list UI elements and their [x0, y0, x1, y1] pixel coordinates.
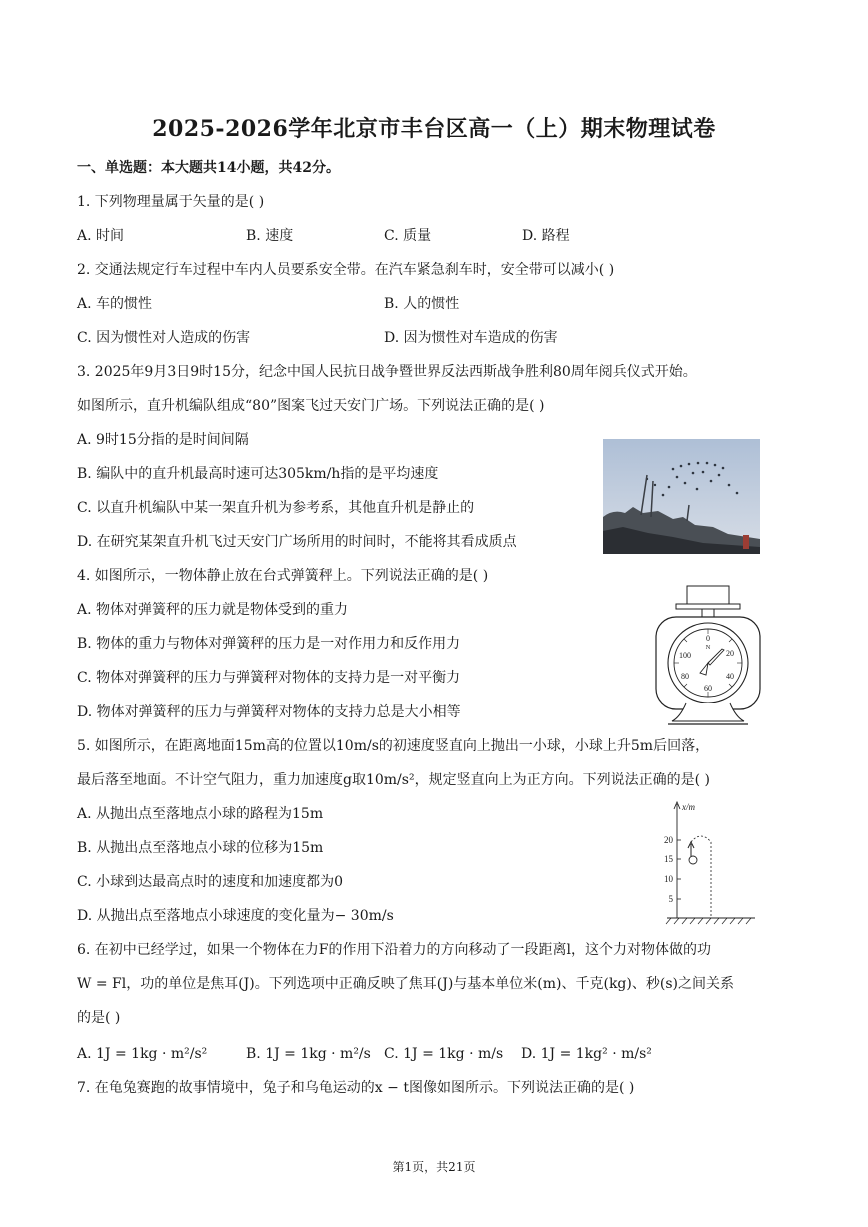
q5-option-c: C. 小球到达最高点时的速度和加速度都为0 — [77, 874, 344, 890]
q5-stem-line2: 最后落至地面。不计空气阻力，重力加速度g取10m/s²，规定竖直向上为正方向。下列说法正确的是( ) — [77, 772, 710, 788]
q6-option-a: A. 1J = 1kg · m²/s² — [77, 1046, 208, 1062]
spring-scale-figure — [650, 583, 765, 729]
x-axis-label: x/m — [682, 802, 695, 812]
exam-title: 2025-2026学年北京市丰台区高一（上）期末物理试卷 — [152, 116, 716, 142]
q6-option-d: D. 1J = 1kg² · m/s² — [521, 1046, 652, 1062]
scale-label-60: 60 — [704, 684, 712, 693]
q6-stem-line1: 6. 在初中已经学过，如果一个物体在力F的作用下沿着力的方向移动了一段距离l，这个力对物体做的功 — [77, 942, 711, 958]
helicopter-formation-photo — [603, 439, 760, 554]
q3-option-d: D. 在研究某架直升机飞过天安门广场所用的时间时，不能将其看成质点 — [77, 534, 517, 550]
q2-option-c: C. 因为惯性对人造成的伤害 — [77, 330, 251, 346]
q1-option-b: B. 速度 — [246, 228, 294, 244]
tick-20: 20 — [664, 835, 673, 845]
tick-15: 15 — [664, 854, 673, 864]
ball-trajectory — [691, 836, 711, 918]
q3-option-b: B. 编队中的直升机最高时速可达305km/h指的是平均速度 — [77, 466, 439, 482]
q4-option-c: C. 物体对弹簧秤的压力与弹簧秤对物体的支持力是一对平衡力 — [77, 670, 461, 686]
q3-stem-line2: 如图所示，直升机编队组成“80”图案飞过天安门广场。下列说法正确的是( ) — [77, 398, 545, 414]
q5-option-b: B. 从抛出点至落地点小球的位移为15m — [77, 840, 324, 856]
q1-option-c: C. 质量 — [384, 228, 432, 244]
q6-stem-line3: 的是( ) — [77, 1010, 121, 1026]
q4-option-a: A. 物体对弹簧秤的压力就是物体受到的重力 — [77, 602, 349, 618]
ball — [689, 856, 697, 864]
q2-option-b: B. 人的惯性 — [384, 296, 460, 312]
q4-stem: 4. 如图所示，一物体静止放在台式弹簧秤上。下列说法正确的是( ) — [77, 568, 489, 584]
q4-option-b: B. 物体的重力与物体对弹簧秤的压力是一对作用力和反作用力 — [77, 636, 461, 652]
q6-option-b: B. 1J = 1kg · m²/s — [246, 1046, 371, 1062]
q2-stem: 2. 交通法规定行车过程中车内人员要系安全带。在汽车紧急刹车时，安全带可以减小( ) — [77, 262, 615, 278]
q7-stem: 7. 在龟兔赛跑的故事情境中，兔子和乌龟运动的x − t图像如图所示。下列说法正确的是( ) — [77, 1080, 635, 1096]
q3-stem-line1: 3. 2025年9月3日9时15分，纪念中国人民抗日战争暨世界反法西斯战争胜利80周年阅兵仪式开始。 — [77, 364, 697, 380]
q5-option-d: D. 从抛出点至落地点小球速度的变化量为− 30m/s — [77, 908, 394, 924]
scale-label-40: 40 — [726, 672, 734, 681]
q1-stem: 1. 下列物理量属于矢量的是( ) — [77, 194, 265, 210]
vertical-throw-figure — [655, 800, 765, 928]
q1-option-a: A. 时间 — [77, 228, 125, 244]
scale-label-20: 20 — [726, 649, 734, 658]
scale-label-80: 80 — [681, 672, 689, 681]
q6-stem-line2: W = Fl，功的单位是焦耳(J)。下列选项中正确反映了焦耳(J)与基本单位米(m)、千克(kg)、秒(s)之间关系 — [77, 976, 734, 992]
q3-option-a: A. 9时15分指的是时间间隔 — [77, 432, 249, 448]
q2-option-d: D. 因为惯性对车造成的伤害 — [384, 330, 558, 346]
page-footer: 第1页，共21页 — [392, 1160, 476, 1174]
q5-option-a: A. 从抛出点至落地点小球的路程为15m — [77, 806, 324, 822]
scale-label-100: 100 — [679, 651, 691, 660]
q1-option-d: D. 路程 — [522, 228, 570, 244]
tick-10: 10 — [664, 874, 673, 884]
q6-option-c: C. 1J = 1kg · m/s — [384, 1046, 504, 1062]
section-heading: 一、单选题：本大题共14小题，共42分。 — [77, 160, 340, 176]
scale-label-0: 0 — [706, 634, 710, 643]
q5-stem-line1: 5. 如图所示，在距离地面15m高的位置以10m/s的初速度竖直向上抛出一小球，小球上升5m后回落， — [77, 738, 710, 754]
q4-option-d: D. 物体对弹簧秤的压力与弹簧秤对物体的支持力总是大小相等 — [77, 704, 461, 720]
tick-5: 5 — [668, 894, 673, 904]
q2-option-a: A. 车的惯性 — [77, 296, 153, 312]
q3-option-c: C. 以直升机编队中某一架直升机为参考系，其他直升机是静止的 — [77, 500, 475, 516]
scale-label-n: N — [705, 644, 711, 651]
